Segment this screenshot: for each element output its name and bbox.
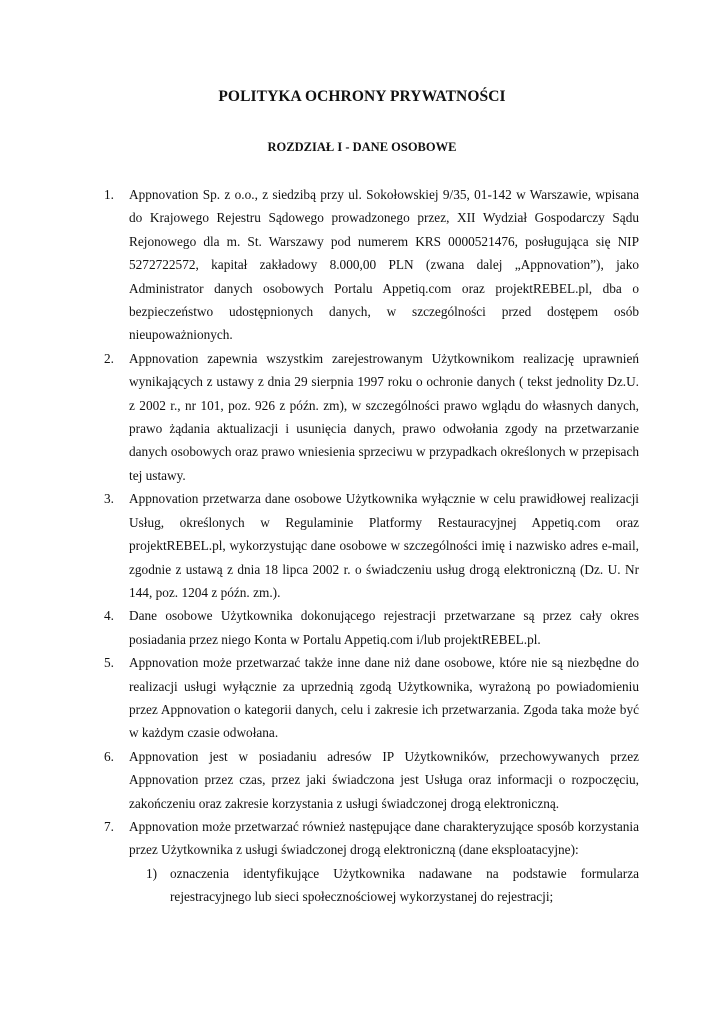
list-item-number: 4.: [104, 608, 114, 624]
list-item-text: Appnovation zapewnia wszystkim zarejestrowanym Użytkownikom realizację uprawnień wynikających z ustawy z dnia 29 sierpnia 1997 roku o ochronie danych ( tekst jednolity Dz.U. z 2002 r., nr 101, poz. 926 z późn. zm), w szczególności prawo wglądu do własnych danych, prawo żądania aktualizacji i usunięcia danych, prawo odwołania zgody na przetwarzanie danych osobowych oraz prawo wniesienia sprzeciwu w przypadkach określonych w przepisach tej ustawy.: [129, 350, 639, 483]
list-item-text: Appnovation może przetwarzać także inne dane niż dane osobowe, które nie są niezbędne do realizacji usługi wyłącznie za uprzednią zgodą Użytkownika, wyrażoną po powiadomieniu przez Appnovation o kategorii danych, celu i zakresie ich przetwarzania. Zgoda taka może być w każdym czasie odwołana.: [129, 655, 639, 741]
list-item-text: Appnovation jest w posiadaniu adresów IP Użytkowników, przechowywanych przez Appnovation przez czas, przez jaki świadczona jest Usługa oraz informacji o rozpoczęciu, zakończeniu oraz zakresie korzystania z usługi świadczonej drogą elektroniczną.: [129, 748, 639, 811]
list-item-4: [104, 604, 639, 651]
list-item-text: Appnovation Sp. z o.o., z siedzibą przy ul. Sokołowskiej 9/35, 01-142 w Warszawie, wpisana do Krajowego Rejestru Sądowego prowadzonego przez, XII Wydział Gospodarczy Sądu Rejonowego dla m. St. Warszawy pod numerem KRS 0000521476, posługująca się NIP 5272722572, kapitał zakładowy 8.000,00 PLN (zwana dalej „Appnovation”), jako Administrator danych osobowych Portalu Appetiq.com oraz projektREBEL.pl, dba o bezpieczeństwo udostępnionych danych, w szczególności przed dostępem osób nieupoważnionych.: [129, 187, 639, 343]
list-item-number: 2.: [104, 350, 114, 366]
document-title: POLITYKA OCHRONY PRYWATNOŚCI: [218, 88, 506, 105]
section-title: ROZDZIAŁ I - DANE OSOBOWE: [267, 140, 457, 154]
list-item-number: 1.: [104, 187, 114, 202]
list-item-number: 5.: [104, 655, 114, 671]
list-item-2: [104, 347, 639, 487]
sub-list-item-1: [146, 862, 639, 909]
numbered-list: [104, 183, 639, 909]
list-item-text: Appnovation przetwarza dane osobowe Użytkownika wyłącznie w celu prawidłowej realizacji Usług, określonych w Regulaminie Platformy Restauracyjnej Appetiq.com oraz projektREBEL.pl, wykorzystując dane osobowe w szczególności imię i nazwisko adres e-mail, zgodnie z ustawą z dnia 18 lipca 2002 r. o świadczeniu usług drogą elektroniczną (Dz. U. Nr 144, poz. 1204 z późn. zm.).: [129, 491, 639, 600]
list-item-7: [104, 815, 639, 909]
list-item-number: 7.: [104, 818, 114, 834]
list-item-3: [104, 487, 639, 604]
sub-list: [129, 862, 639, 909]
list-item-text: Dane osobowe Użytkownika dokonującego rejestracji przetwarzane są przez cały okres posiadania przez niego Konta w Portalu Appetiq.com i/lub projektREBEL.pl.: [129, 608, 639, 647]
list-item-1: [104, 183, 639, 347]
list-item-text: Appnovation może przetwarzać również następujące dane charakteryzujące sposób korzystania przez Użytkownika z usługi świadczonej drogą elektroniczną (dane eksploatacyjne):: [129, 818, 639, 858]
sub-list-item-number: 1): [146, 865, 158, 881]
sub-list-item-text: oznaczenia identyfikujące Użytkownika nadawane na podstawie formularza rejestracyjnego lub sieci społecznościowej wykorzystanej do rejestracji;: [170, 865, 639, 905]
list-item-5: [104, 651, 639, 745]
list-item-number: 3.: [104, 491, 114, 507]
list-item-6: [104, 745, 639, 815]
list-item-number: 6.: [104, 748, 114, 764]
